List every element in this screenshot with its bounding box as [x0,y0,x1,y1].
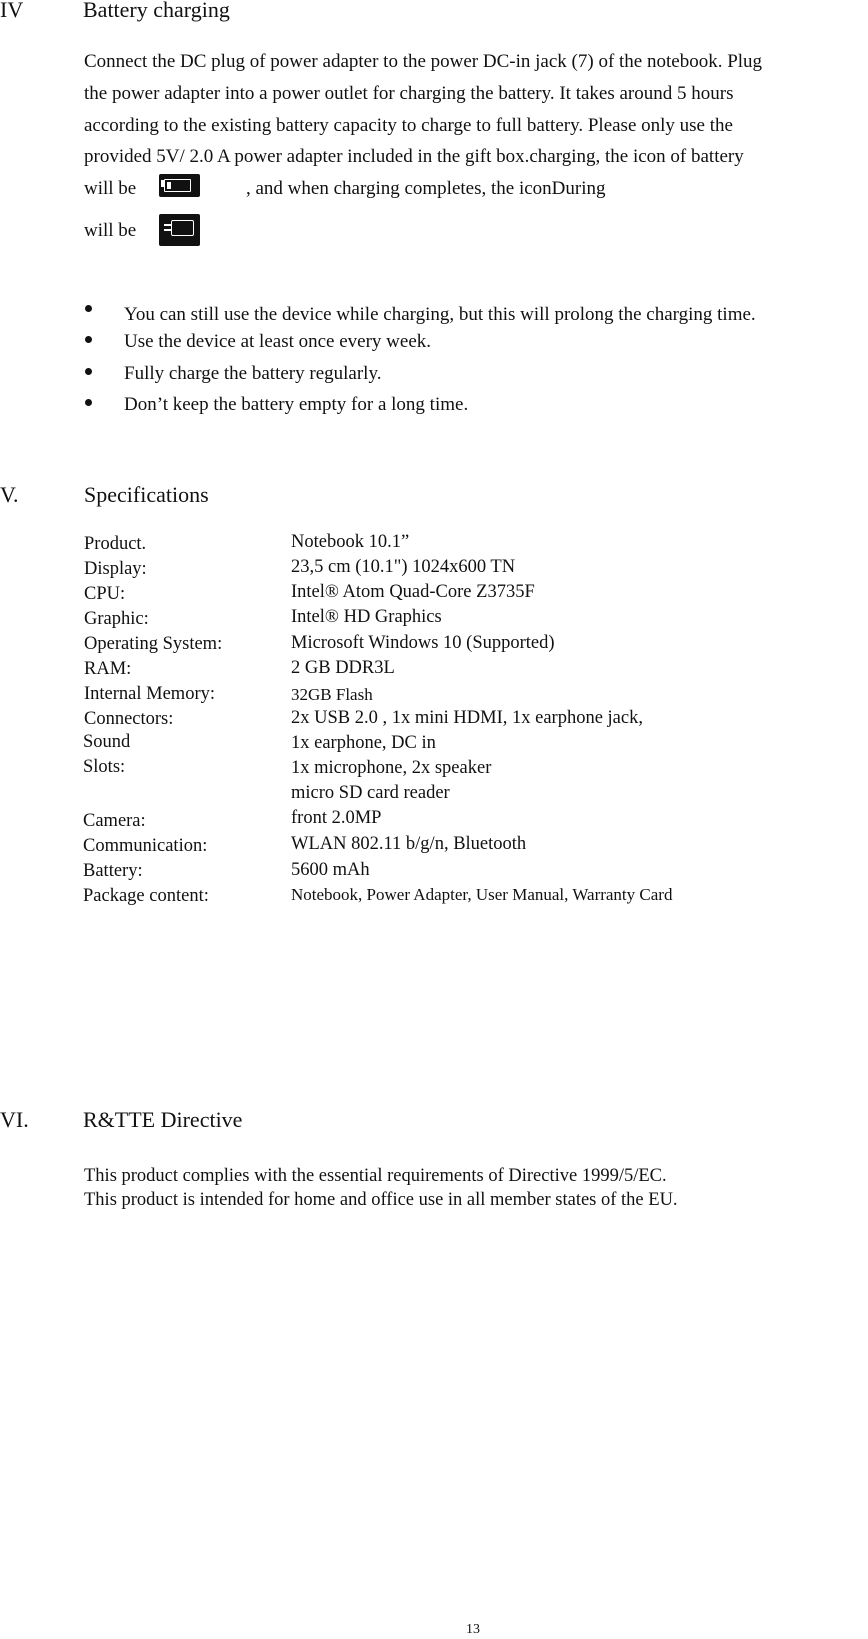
spec-value-slots: micro SD card reader [291,783,450,803]
section-5-title: Specifications [84,482,209,507]
spec-label-camera: Camera: [83,811,146,831]
directive-line-1: This product complies with the essential requirements of Directive 1999/5/EC. [84,1166,667,1186]
spec-value-battery: 5600 mAh [291,860,370,880]
spec-value-graphic: Intel® HD Graphics [291,607,442,627]
paragraph-line-4: provided 5V/ 2.0 A power adapter included in the gift box.charging, the icon of battery [84,146,744,167]
spec-label-package-content: Package content: [83,886,209,906]
spec-label-graphic: Graphic: [84,609,149,629]
spec-label-battery: Battery: [83,861,143,881]
spec-label-ram: RAM: [84,659,132,679]
spec-label-display: Display: [84,559,147,579]
spec-value-product: Notebook 10.1” [291,532,410,552]
spec-value-internal-memory: 32GB Flash [291,685,373,704]
paragraph-line-5: , and when charging completes, the iconDuring [246,178,606,199]
section-4-number: IV [0,0,24,22]
spec-label-connectors: Connectors: [84,709,174,729]
section-4-title: Battery charging [83,0,230,22]
spec-value-connectors-cont: 1x earphone, DC in [291,733,436,753]
will-be-label-1: will be [84,178,137,199]
spec-value-camera: front 2.0MP [291,808,382,828]
directive-line-2: This product is intended for home and office use in all member states of the EU. [84,1190,678,1210]
bullet-dot [85,305,92,312]
bullet-item-3: Fully charge the battery regularly. [124,363,382,384]
section-6-number: VI. [0,1107,29,1132]
spec-label-sound: Sound [83,732,131,752]
battery-charging-icon [159,174,200,197]
spec-label-slots: Slots: [83,757,126,777]
paragraph-line-2: the power adapter into a power outlet for charging the battery. It takes around 5 hours [84,83,734,104]
bullet-item-4: Don’t keep the battery empty for a long time. [124,394,469,415]
section-5-number: V. [0,482,19,507]
spec-value-sound: 1x microphone, 2x speaker [291,758,492,778]
spec-label-cpu: CPU: [84,584,126,604]
spec-value-connectors: 2x USB 2.0 , 1x mini HDMI, 1x earphone jack, [291,708,643,728]
section-6-title: R&TTE Directive [83,1107,243,1132]
spec-value-os: Microsoft Windows 10 (Supported) [291,633,555,653]
spec-value-display: 23,5 cm (10.1") 1024x600 TN [291,557,516,577]
bullet-dot [85,336,92,343]
spec-label-os: Operating System: [84,634,223,654]
spec-value-cpu: Intel® Atom Quad-Core Z3735F [291,582,535,602]
spec-label-product: Product. [84,534,147,554]
spec-value-communication: WLAN 802.11 b/g/n, Bluetooth [291,834,527,854]
will-be-label-2: will be [84,220,137,241]
page-number: 13 [466,1622,480,1637]
bullet-dot [85,399,92,406]
spec-label-internal-memory: Internal Memory: [84,684,215,704]
battery-plug-icon [159,214,200,246]
bullet-item-2: Use the device at least once every week. [124,331,432,352]
spec-label-communication: Communication: [83,836,208,856]
bullet-item-1: You can still use the device while charging, but this will prolong the charging time. [124,304,756,325]
paragraph-line-1: Connect the DC plug of power adapter to the power DC-in jack (7) of the notebook. Plug [84,51,763,72]
spec-value-package-content: Notebook, Power Adapter, User Manual, Warranty Card [291,885,673,904]
bullet-dot [85,368,92,375]
spec-value-ram: 2 GB DDR3L [291,658,395,678]
paragraph-line-3: according to the existing battery capacity to charge to full battery. Please only use the [84,115,733,136]
